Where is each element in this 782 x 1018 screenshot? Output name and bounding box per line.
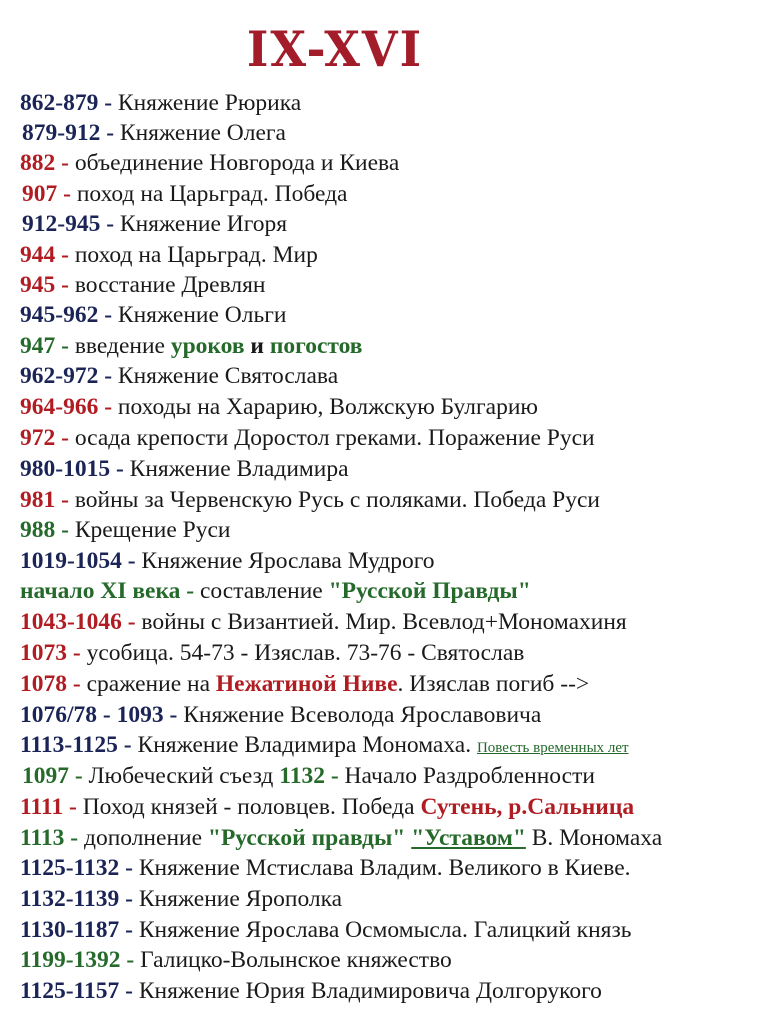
entry-date: 1130-1187 - <box>20 917 139 943</box>
entry-date: 944 - <box>20 242 75 268</box>
entry-date: 981 - <box>20 487 75 513</box>
entry-date: 862-879 - <box>20 90 118 116</box>
entry-text: усобица. 54-73 - Изяслав. 73-76 - Святослав <box>86 640 525 666</box>
entry-highlight: погостов <box>269 333 363 359</box>
timeline-entry <box>20 730 629 760</box>
entry-text: Галицко-Волынское княжество <box>140 947 452 973</box>
entry-date: 1111 - <box>20 794 83 820</box>
timeline-entry <box>20 331 362 361</box>
entry-date: 1125-1132 - <box>20 855 139 881</box>
timeline-entry <box>20 300 286 330</box>
entry-text: Княжение Ярослава Осмомысла. Галицкий князь <box>138 917 632 943</box>
entry-text: Княжение Святослава <box>117 363 339 389</box>
timeline-entry <box>20 700 541 730</box>
timeline-entry <box>20 915 631 945</box>
timeline-entry <box>20 88 301 118</box>
timeline-entry <box>22 118 286 148</box>
timeline-entry <box>20 638 524 668</box>
timeline-entry <box>20 454 349 484</box>
entry-text: осада крепости Доростол греками. Поражение Руси <box>74 425 595 451</box>
entry-date: 1113 - <box>20 825 84 851</box>
timeline-entry <box>20 823 662 853</box>
entry-highlight: уроков <box>170 333 245 359</box>
entry-highlight: "Русской правды" <box>207 825 406 851</box>
entry-highlight: "Уставом" <box>411 825 526 851</box>
entry-date: 1043-1046 - <box>20 609 142 635</box>
timeline-entry <box>20 148 399 178</box>
entry-text: Княжение Ольги <box>117 302 287 328</box>
entry-text: Княжение Игоря <box>119 211 288 237</box>
entry-text: Княжение Юрия Владимировича Долгорукого <box>138 978 602 1004</box>
entry-date: 945-962 - <box>20 302 118 328</box>
entry-text: объединение Новгорода и Киева <box>74 150 400 176</box>
entry-text: поход на Царьград. Мир <box>74 242 318 268</box>
entry-date: 1073 - <box>20 640 87 666</box>
entry-date: 1199-1392 - <box>20 947 141 973</box>
entry-text: Поход князей - половцев. Победа <box>82 794 421 820</box>
entry-text: Княжение Ярослава Мудрого <box>141 548 435 574</box>
entry-date: 988 - <box>20 517 75 543</box>
entry-date: 1125-1157 - <box>20 978 139 1004</box>
entry-date: 962-972 - <box>20 363 118 389</box>
page-title: IX-XVI <box>246 20 424 78</box>
entry-text: Княжение Рюрика <box>117 90 302 116</box>
entry-text: Княжение Всеволода Ярославовича <box>183 702 542 728</box>
entry-text: и <box>244 333 270 359</box>
timeline-entry <box>20 240 318 270</box>
entry-text: дополнение <box>83 825 208 851</box>
timeline-entry <box>20 792 634 822</box>
timeline-entry <box>20 392 538 422</box>
entry-date: 947 - <box>20 333 75 359</box>
timeline-entry <box>20 546 435 576</box>
timeline-entry <box>20 976 602 1006</box>
entry-date: 1078 - <box>20 671 87 697</box>
entry-text: составление <box>200 578 329 604</box>
entry-text: восстание Древлян <box>74 272 266 298</box>
timeline-entry <box>22 209 287 239</box>
entry-date: 1113-1125 - <box>20 732 138 758</box>
entry-date: 964-966 - <box>20 394 118 420</box>
entry-text: Княжение Владимира <box>129 456 349 482</box>
entry-date: 912-945 - <box>22 211 120 237</box>
entry-text: поход на Царьград. Победа <box>76 181 348 207</box>
timeline-entry <box>20 669 589 699</box>
entry-text: Княжение Владимира Мономаха. <box>137 732 477 758</box>
entry-date: 1019-1054 - <box>20 548 142 574</box>
entry-text: Княжение Олега <box>119 120 286 146</box>
entry-date: 980-1015 - <box>20 456 130 482</box>
entry-highlight: "Русской Правды" <box>328 578 531 604</box>
entry-date: 1076/78 - 1093 - <box>20 702 184 728</box>
timeline-entry <box>20 361 338 391</box>
chronicle-link[interactable]: Повесть временных лет <box>476 740 629 756</box>
entry-text: введение <box>74 333 171 359</box>
timeline-entry <box>20 607 627 637</box>
timeline-entry <box>20 945 452 975</box>
entry-highlight: Сутень, р.Сальница <box>420 794 635 820</box>
timeline-entry <box>20 270 266 300</box>
entry-text: войны за Червенскую Русь с поляками. Победа Руси <box>74 487 600 513</box>
entry-highlight: Нежатиной Ниве <box>215 671 398 697</box>
entry-highlight: 1132 - <box>279 763 345 789</box>
entry-text: Начало Раздробленности <box>344 763 595 789</box>
timeline-entry <box>22 179 347 209</box>
timeline-entry <box>22 761 595 791</box>
timeline-entry <box>20 485 600 515</box>
entry-text: Княжение Мстислава Владим. Великого в Киеве. <box>138 855 631 881</box>
timeline-entry <box>20 423 595 453</box>
entry-text: походы на Харарию, Волжскую Булгарию <box>117 394 538 420</box>
entry-text: В. Мономаха <box>525 825 663 851</box>
entry-date: 972 - <box>20 425 75 451</box>
entry-date: 1132-1139 - <box>20 886 139 912</box>
entry-date: начало XI века - <box>20 578 200 604</box>
entry-date: 882 - <box>20 150 75 176</box>
timeline-entry <box>20 576 531 606</box>
entry-date: 879-912 - <box>22 120 120 146</box>
timeline-entry <box>20 515 231 545</box>
entry-date: 907 - <box>22 181 77 207</box>
entry-text: сражение на <box>86 671 216 697</box>
entry-date: 945 - <box>20 272 75 298</box>
entry-text: Крещение Руси <box>74 517 231 543</box>
timeline-entry <box>20 853 631 883</box>
entry-text: войны с Византией. Мир. Всевлод+Мономахиня <box>141 609 627 635</box>
entry-date: 1097 - <box>22 763 89 789</box>
entry-text: . Изяслав погиб --> <box>397 671 590 697</box>
entry-text: Любеческий съезд <box>88 763 280 789</box>
timeline-entry <box>20 884 342 914</box>
entry-text: Княжение Ярополка <box>138 886 343 912</box>
